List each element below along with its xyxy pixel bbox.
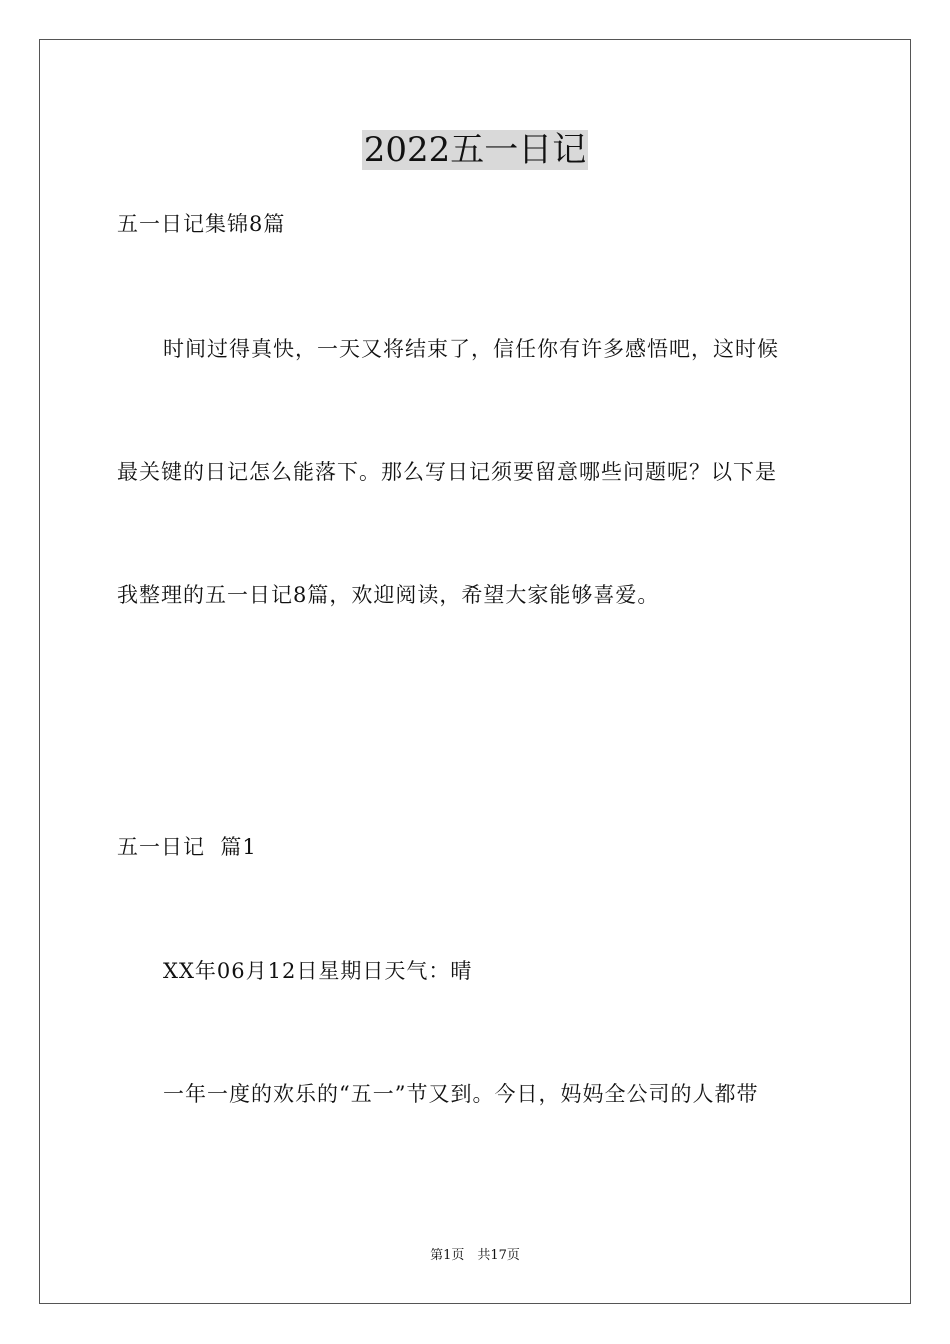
body-line-1: 一年一度的欢乐的“五一”节又到。今日，妈妈全公司的人都带	[163, 1082, 759, 1106]
intro-line-1: 时间过得真快，一天又将结束了，信任你有许多感悟吧，这时候	[163, 337, 779, 361]
document-subtitle: 五一日记集锦8篇	[117, 212, 286, 236]
page-footer: 第1页 共17页	[430, 1248, 520, 1263]
intro-line-3: 我整理的五一日记8篇，欢迎阅读，希望大家能够喜爱。	[117, 583, 660, 607]
document-title	[0, 127, 950, 173]
intro-line-2: 最关键的日记怎么能落下。那么写日记须要留意哪些问题呢？以下是	[117, 460, 777, 484]
date-line: XX年06月12日星期日天气：晴	[163, 959, 473, 983]
document-title-text: 2022五一日记	[363, 130, 587, 170]
section-heading: 五一日记 篇1	[117, 835, 257, 859]
